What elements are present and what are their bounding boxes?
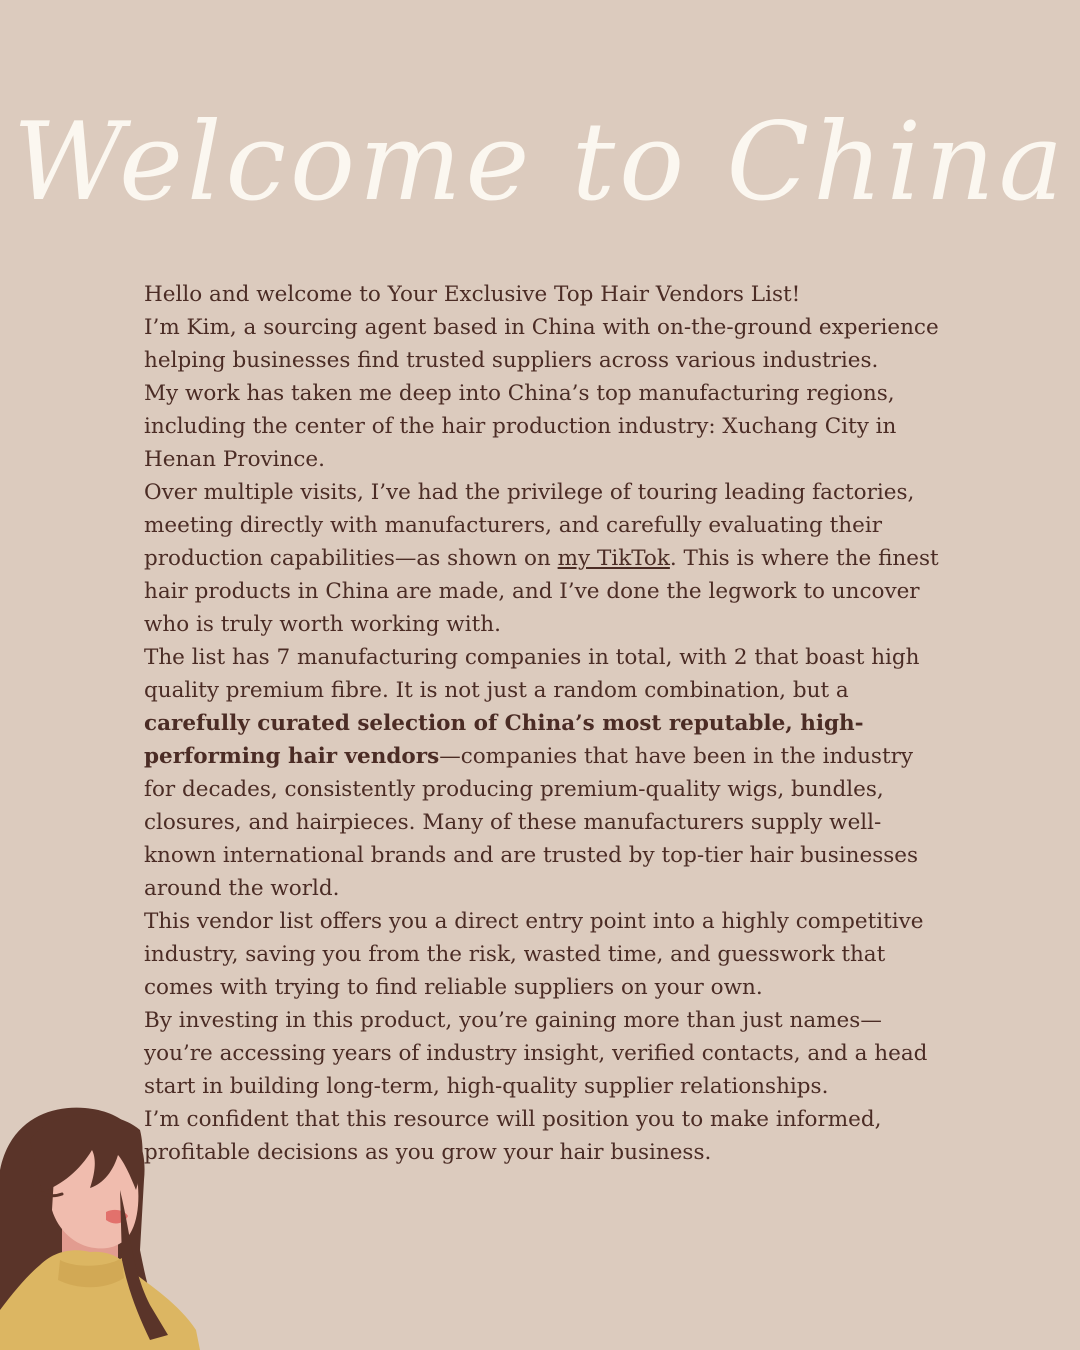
paragraph-visits bbox=[144, 476, 944, 641]
page-title: Welcome to China bbox=[12, 100, 1068, 225]
intro-text bbox=[144, 278, 944, 1169]
paragraph-investing: By investing in this product, you’re gaining more than just names—you’re accessing years of industry insight, verified contacts, and a head start in building long-term, high-quality supplier relationships. bbox=[144, 1008, 928, 1099]
paragraph-list-text-end: —companies that have been in the industry for decades, consistently producing premium-quality wigs, bundles, closures, and hairpieces. Many of these manufacturers supply well-known international brands and are trusted by top-tier hair businesses around the world. bbox=[144, 744, 919, 901]
paragraph-greeting: Hello and welcome to Your Exclusive Top Hair Vendors List! bbox=[144, 282, 801, 307]
paragraph-list-text-start: The list has 7 manufacturing companies in total, with 2 that boast high quality premium fibre. It is not just a random combination, but a bbox=[144, 645, 920, 703]
paragraph-list bbox=[144, 641, 944, 905]
paragraph-regions: My work has taken me deep into China’s top manufacturing regions, including the center of the hair production industry: Xuchang City in Henan Province. bbox=[144, 381, 897, 472]
paragraph-value: This vendor list offers you a direct entry point into a highly competitive industry, saving you from the risk, wasted time, and guesswork that comes with trying to find reliable suppliers on your own. bbox=[144, 909, 924, 1000]
woman-portrait-icon bbox=[0, 1100, 210, 1350]
paragraph-introduction: I’m Kim, a sourcing agent based in China with on-the-ground experience helping businesses find trusted suppliers across various industries. bbox=[144, 315, 939, 373]
paragraph-list-bold: carefully curated selection of China’s most reputable, high-performing hair vendors bbox=[144, 711, 864, 769]
tiktok-link[interactable]: my TikTok bbox=[557, 546, 670, 571]
paragraph-visits-text-end: . This is where the finest hair products in China are made, and I’ve done the legwork to uncover who is truly worth working with. bbox=[144, 546, 939, 637]
paragraph-closing: I’m confident that this resource will position you to make informed, profitable decisions as you grow your hair business. bbox=[144, 1107, 882, 1165]
paragraph-visits-text-start: Over multiple visits, I’ve had the privilege of touring leading factories, meeting directly with manufacturers, and carefully evaluating their production capabilities—as shown on bbox=[144, 480, 915, 571]
